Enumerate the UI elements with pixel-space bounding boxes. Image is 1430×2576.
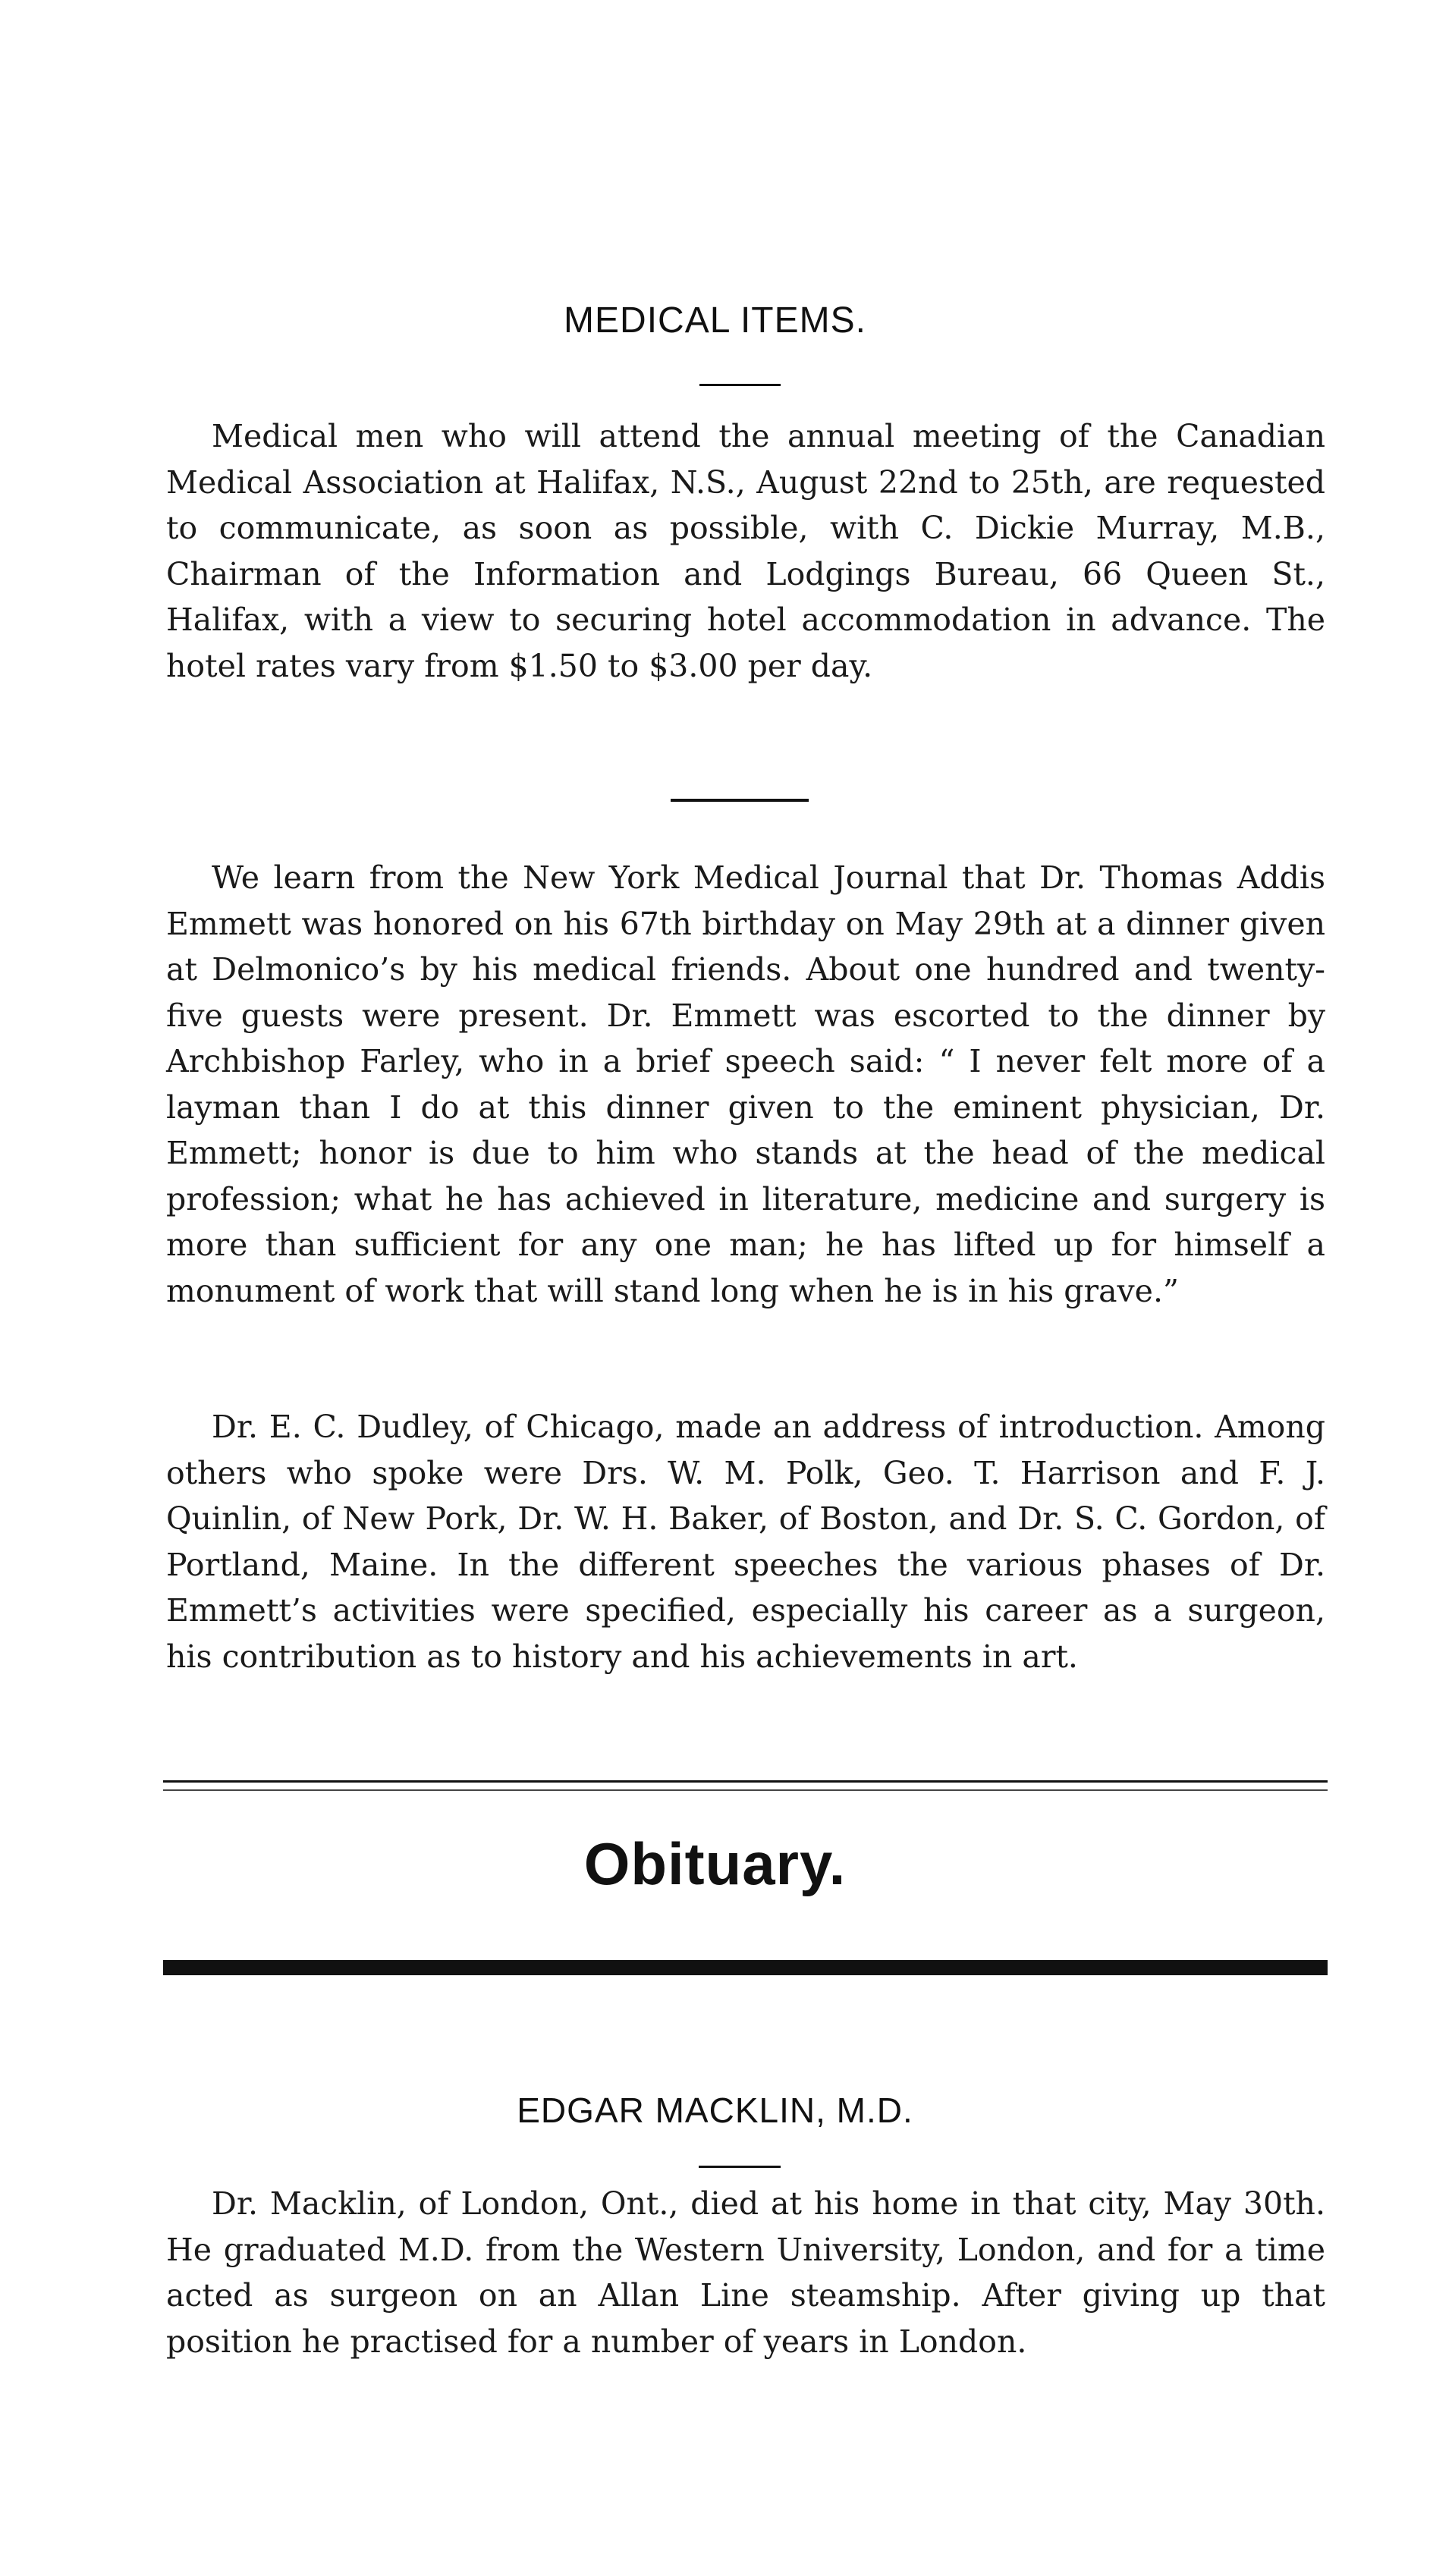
emmett-birthday-paragraph: We learn from the New York Medical Journal that Dr. Thomas Addis Emmett was honored on his 67th birthday on May 29th at a dinner given at Delmonico’s by his medical friends. About one hundred and twenty-five guests were present. Dr. Emmett was escorted to the dinner by Archbishop Farley, who in a brief speech said: “ I never felt more of a layman than I do at this dinner given to the eminent physician, Dr. Emmett; honor is due to him who stands at the head of the medical profession; what he has achieved in literature, medicine and surgery is more than sufficient for any one man; he has lifted up for himself a monument of work that will stand long when he is in his grave.”: [166, 859, 1325, 1309]
obituary-heading: Obituary.: [583, 1830, 847, 1897]
section-divider-rule-top: [163, 1780, 1328, 1783]
halifax-meeting-paragraph: Medical men who will attend the annual meeting of the Canadian Medical Association at Halifax, N.S., August 22nd to 25th, are requested to communicate, as soon as possible, with C. Dickie Murray, M.B., Chairman of the Information and Lodgings Bureau, 66 Queen St., Halifax, with a view to securing hotel accommodation in advance. The hotel rates vary from $1.50 to $3.00 per day.: [166, 418, 1325, 684]
section-divider-rule-bottom: [163, 1789, 1328, 1791]
name-divider-rule: [699, 2166, 781, 2168]
obituary-name-heading: EDGAR MACKLIN, M.D.: [517, 2091, 913, 2130]
item-divider-rule: [671, 799, 809, 802]
emmett-speakers-paragraph: Dr. E. C. Dudley, of Chicago, made an address of introduction. Among others who spoke were Drs. W. M. Polk, Geo. T. Harrison and F. J. Quinlin, of New Pork, Dr. W. H. Baker, of Boston, and Dr. S. C. Gordon, of Portland, Maine. In the different speeches the various phases of Dr. Emmett’s activities were specified, especially his career as a surgeon, his contribution as to history and his achievements in art.: [166, 1409, 1325, 1675]
macklin-obituary-paragraph: Dr. Macklin, of London, Ont., died at his home in that city, May 30th. He graduated M.D. from the Western University, London, and for a time acted as surgeon on an Allan Line steamship. After giving up that position he practised for a number of years in London.: [166, 2185, 1325, 2360]
medical-items-heading: MEDICAL ITEMS.: [564, 300, 866, 341]
obituary-heavy-rule: [163, 1960, 1328, 1975]
title-divider-rule: [699, 384, 781, 386]
